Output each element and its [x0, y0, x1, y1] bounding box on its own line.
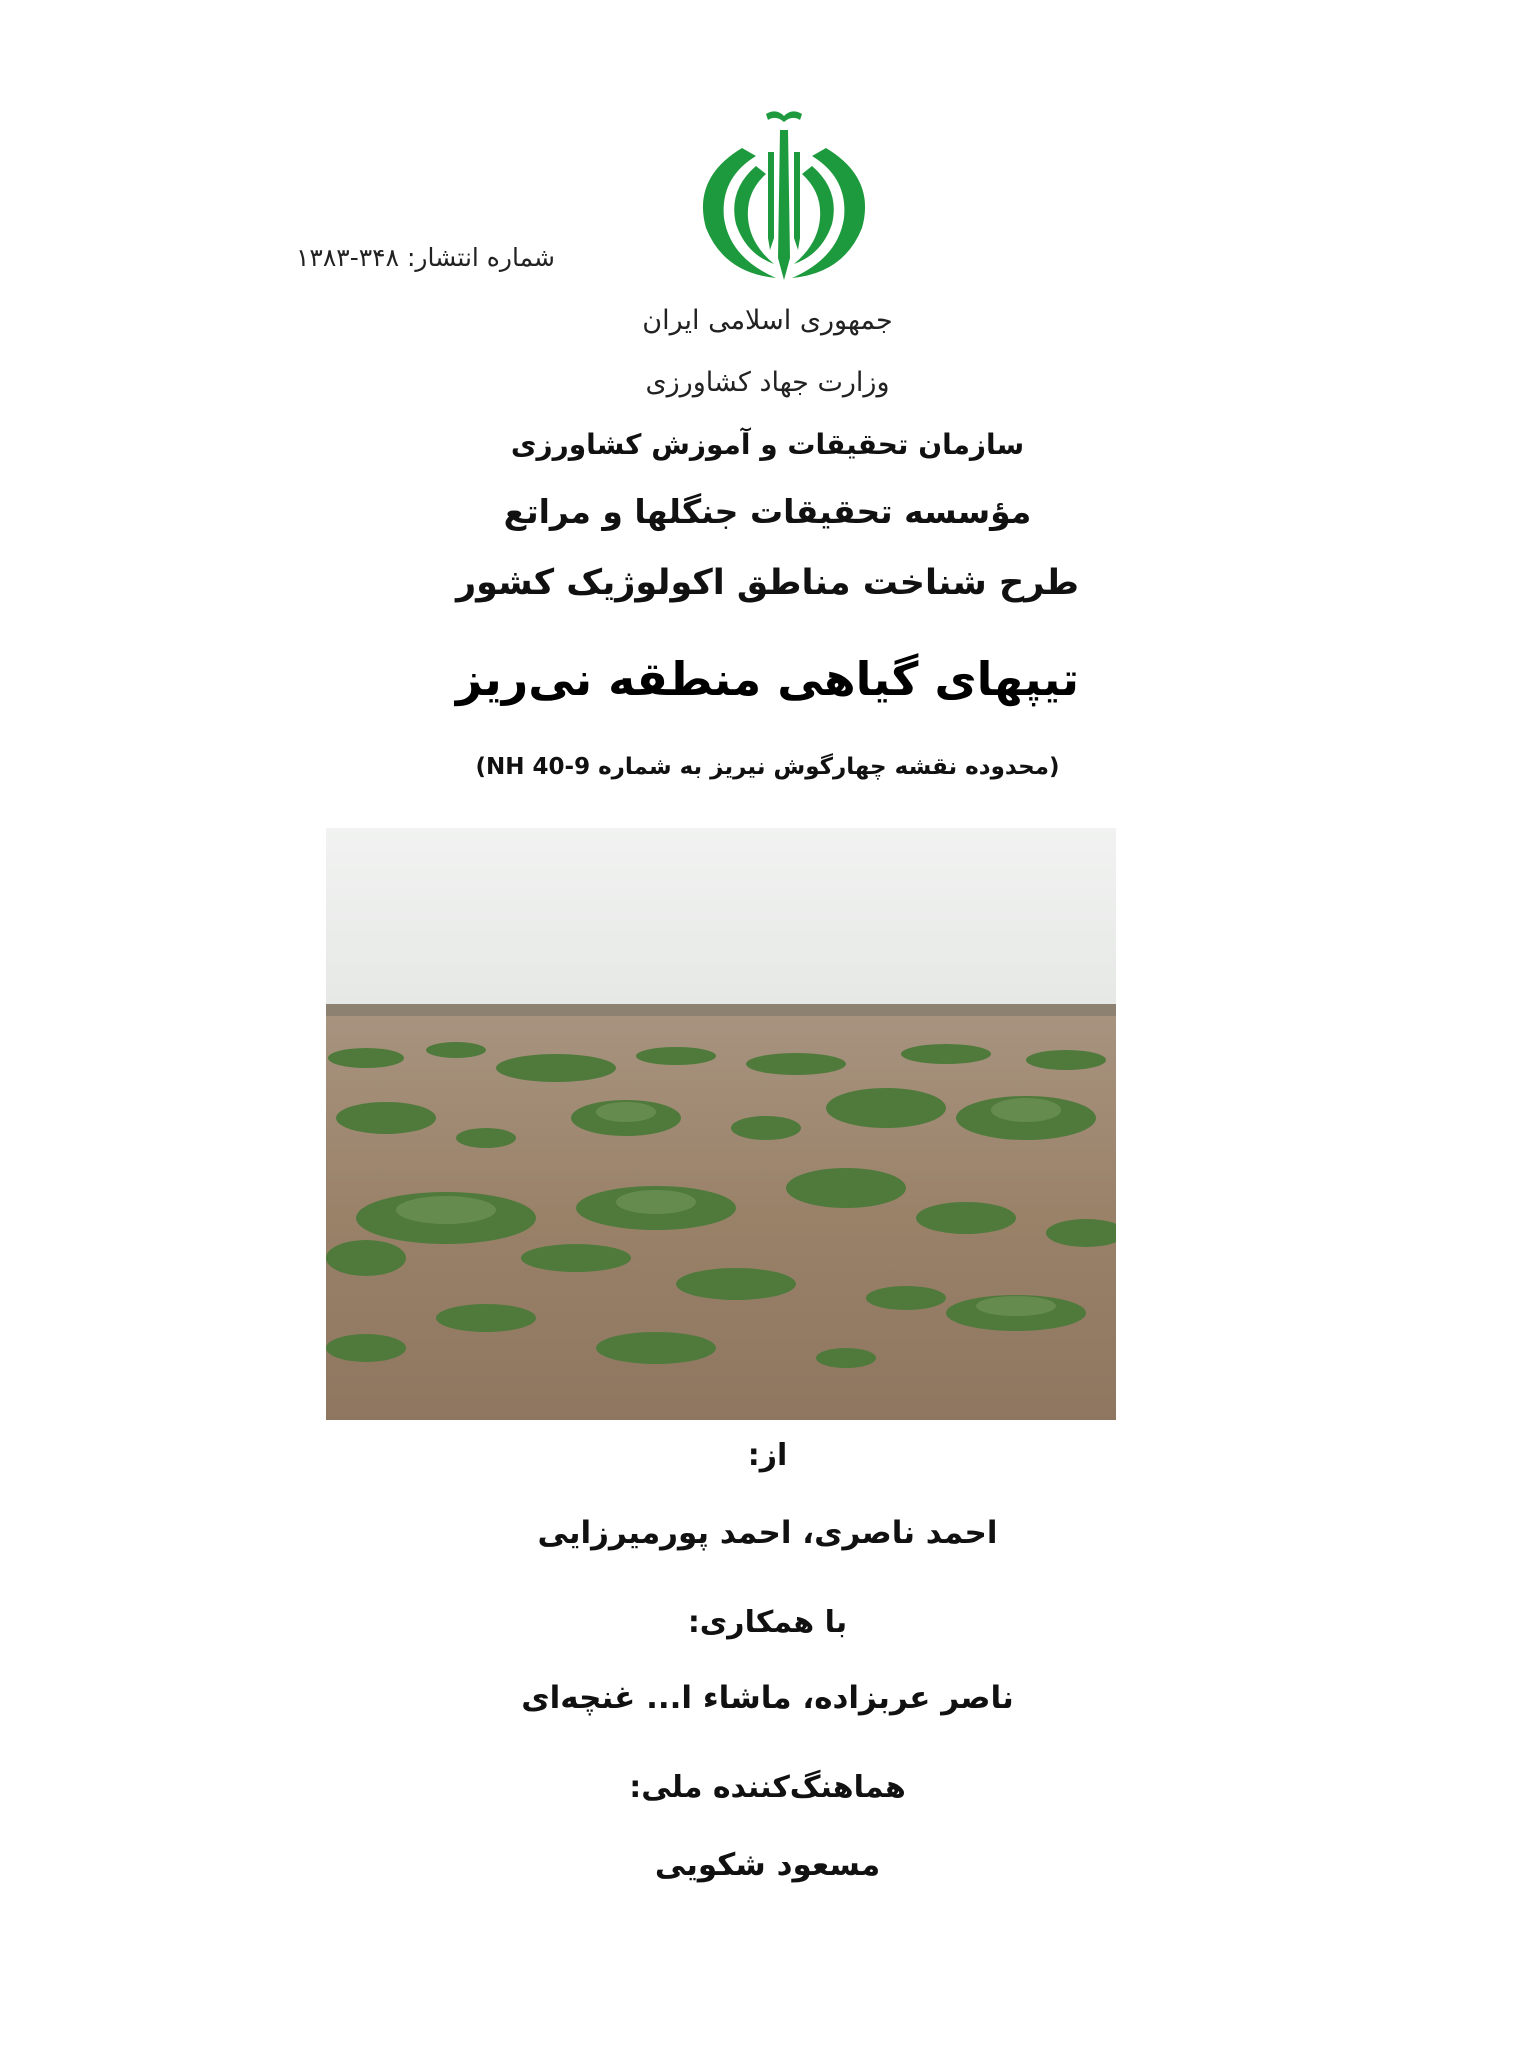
header-project: طرح شناخت مناطق اکولوژیک کشور	[455, 563, 1079, 603]
header-country: جمهوری اسلامی ایران	[642, 305, 893, 336]
collaborators: ناصر عربزاده، ماشاء ا... غنچه‌ای	[521, 1680, 1014, 1716]
coordinator: مسعود شکویی	[654, 1847, 881, 1883]
page-title: تیپهای گیاهی منطقه نی‌ریز	[455, 652, 1080, 706]
iran-emblem-icon	[684, 108, 884, 284]
collab-label: با همکاری:	[687, 1605, 848, 1640]
landscape-photo	[326, 828, 1116, 1420]
publication-number: شماره انتشار: ۳۴۸-۱۳۸۳	[296, 243, 555, 272]
header-organization: سازمان تحقیقات و آموزش کشاورزی	[510, 428, 1025, 461]
authors: احمد ناصری، احمد پورمیرزایی	[537, 1515, 998, 1551]
header-institute: مؤسسه تحقیقات جنگلها و مراتع	[503, 492, 1032, 531]
header-ministry: وزارت جهاد کشاورزی	[645, 367, 890, 398]
coordinator-label: هماهنگ‌کننده ملی:	[629, 1770, 906, 1805]
by-label: از:	[747, 1438, 788, 1473]
page-subtitle: (محدوده نقشه چهارگوش نیریز به شماره NH 40-9)	[475, 754, 1060, 780]
